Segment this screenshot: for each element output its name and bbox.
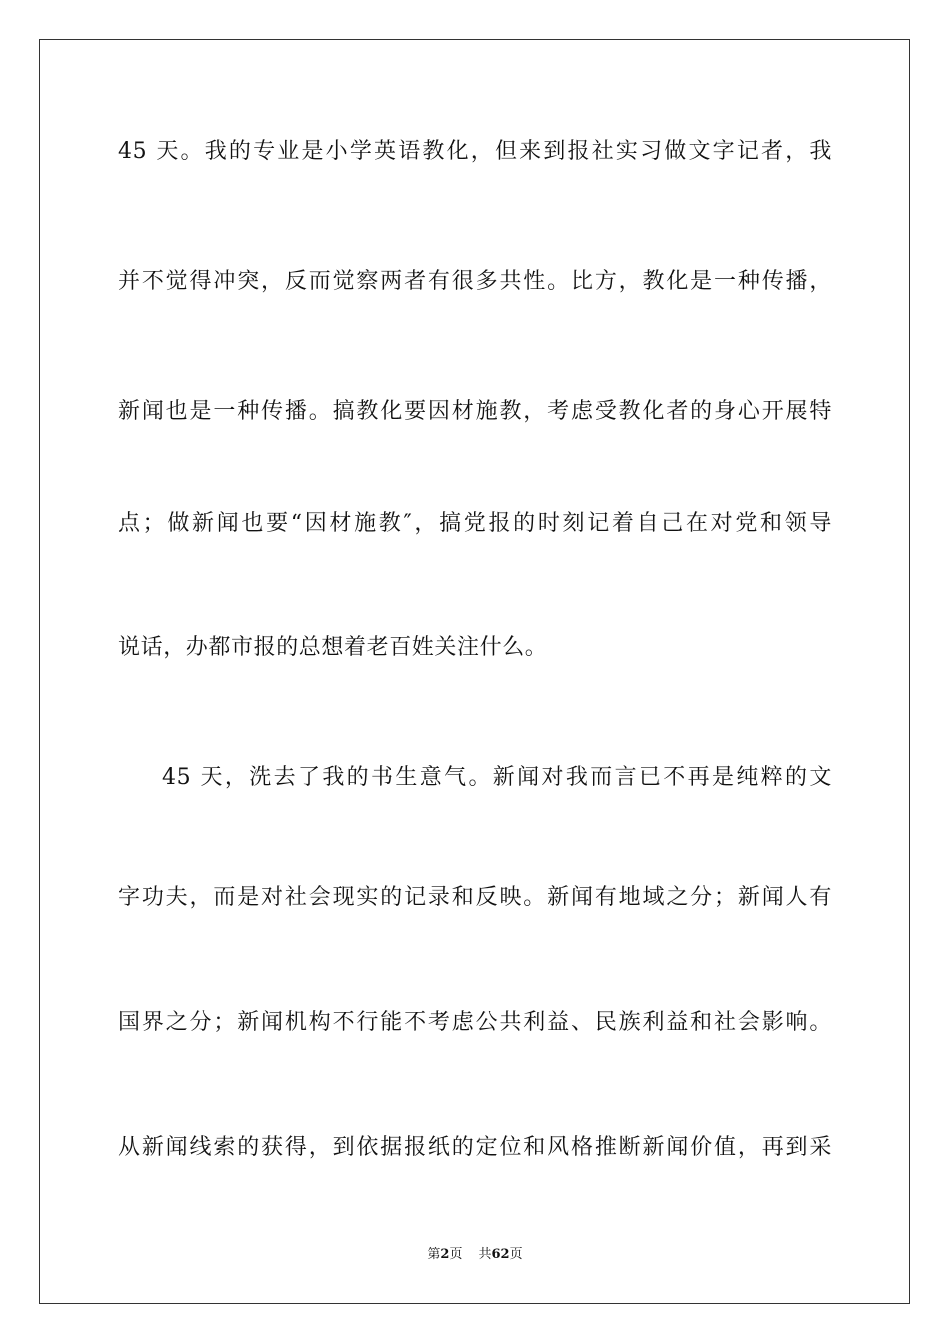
page-border xyxy=(39,39,910,1304)
footer-page-number: 2 xyxy=(440,1247,450,1262)
body-text-line: 45 天，洗去了我的书生意气。新闻对我而言已不再是纯粹的文 xyxy=(162,765,832,790)
body-text-line: 并不觉得冲突，反而觉察两者有很多共性。比方，教化是一种传播， xyxy=(118,269,832,294)
page-footer xyxy=(0,1246,950,1264)
footer-total-prefix: 共 xyxy=(478,1247,492,1262)
body-text-line: 说话，办都市报的总想着老百姓关注什么。 xyxy=(118,635,548,660)
body-text-line: 点；做新闻也要“因材施教″，搞党报的时刻记着自己在对党和领导 xyxy=(118,511,832,536)
footer-total-suffix: 页 xyxy=(509,1247,523,1262)
body-text-line: 从新闻线索的获得，到依据报纸的定位和风格推断新闻价值，再到采 xyxy=(118,1135,832,1160)
footer-page-prefix: 第 xyxy=(427,1247,441,1262)
body-text-line: 字功夫，而是对社会现实的记录和反映。新闻有地域之分；新闻人有 xyxy=(118,885,832,910)
body-text-line: 新闻也是一种传播。搞教化要因材施教，考虑受教化者的身心开展特 xyxy=(118,399,832,424)
body-text-line: 45 天。我的专业是小学英语教化，但来到报社实习做文字记者，我 xyxy=(118,139,832,164)
footer-total-pages: 62 xyxy=(491,1247,510,1262)
body-text-line: 国界之分；新闻机构不行能不考虑公共利益、民族利益和社会影响。 xyxy=(118,1010,832,1035)
footer-page-suffix: 页 xyxy=(449,1247,463,1262)
